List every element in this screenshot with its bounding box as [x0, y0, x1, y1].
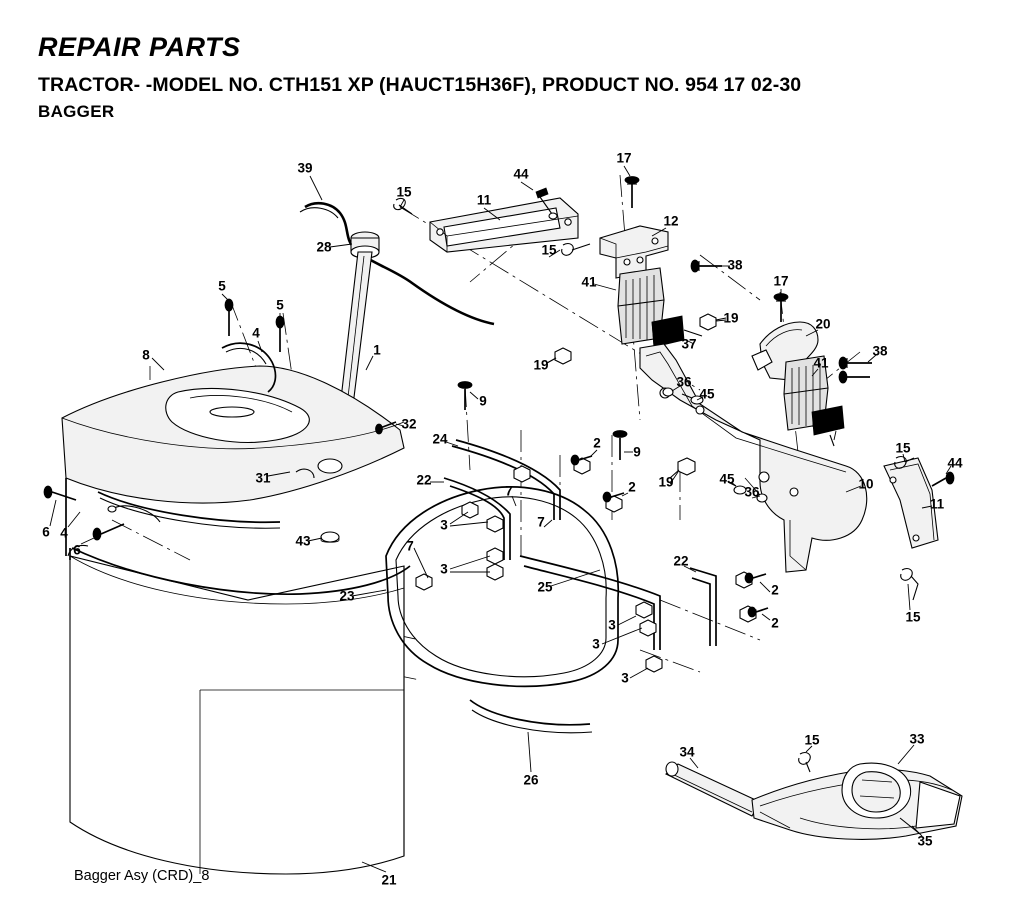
part-6-fastener-a [44, 486, 76, 500]
callout-number-26: 26 [523, 772, 539, 788]
part-15-clip-a [394, 198, 412, 214]
callout-number-19: 19 [723, 310, 739, 326]
callout-number-5: 5 [218, 278, 226, 294]
callout-number-3: 3 [621, 670, 629, 686]
callout-number-2: 2 [593, 435, 601, 451]
fastener-cluster-wireframes [416, 458, 756, 672]
callout-number-15: 15 [905, 609, 921, 625]
part-19-nut-b [547, 348, 571, 364]
callout-number-20: 20 [815, 316, 831, 332]
callout-number-31: 31 [255, 470, 271, 486]
part-6-fastener-b [93, 524, 124, 540]
callout-number-9: 9 [479, 393, 487, 409]
part-38-bolt-a [691, 260, 722, 272]
callout-number-44: 44 [947, 455, 963, 471]
part-5-bolt-a [225, 299, 233, 336]
part-19-nut-c [670, 458, 695, 478]
part-33-mount-assembly [752, 763, 962, 839]
callout-number-7: 7 [537, 514, 545, 530]
callout-number-9: 9 [633, 444, 641, 460]
callout-number-21: 21 [381, 872, 397, 888]
callout-number-45: 45 [699, 386, 715, 402]
callout-number-5: 5 [276, 297, 284, 313]
callout-number-2: 2 [771, 615, 779, 631]
callout-number-7: 7 [406, 538, 414, 554]
callout-number-37: 37 [681, 336, 697, 352]
part-15-clip-b [562, 244, 590, 256]
part-44-bolt-right [932, 472, 954, 486]
part-38-bolt-b [839, 357, 872, 369]
part-26-wire-frame [470, 700, 592, 733]
callout-number-43: 43 [295, 533, 311, 549]
callout-number-8: 8 [142, 347, 150, 363]
callout-number-19: 19 [658, 474, 674, 490]
callout-number-28: 28 [316, 239, 332, 255]
section-title: BAGGER [38, 102, 115, 121]
part-9-bolt-b [613, 431, 627, 461]
callout-number-38: 38 [872, 343, 888, 359]
part-36-washer-a [663, 388, 673, 396]
callout-number-3: 3 [608, 617, 616, 633]
callout-number-41: 41 [813, 355, 829, 371]
callout-number-37: 37 [828, 417, 844, 433]
callout-number-22: 22 [416, 472, 432, 488]
callout-number-15: 15 [804, 732, 820, 748]
part-17-bolt-b [774, 294, 788, 323]
callout-number-2: 2 [771, 582, 779, 598]
figure-caption: Bagger Asy (CRD)_8 [74, 868, 210, 884]
part-15-clip-d [901, 569, 918, 600]
callout-number-4: 4 [252, 325, 260, 341]
part-24-wire-frame [444, 440, 560, 560]
callout-number-3: 3 [592, 636, 600, 652]
callout-number-41: 41 [581, 274, 597, 290]
part-4-washer-left [108, 506, 160, 522]
callout-number-7: 7 [505, 483, 513, 499]
callout-number-10: 10 [858, 476, 874, 492]
part-15-clip-e [799, 753, 811, 772]
part-43-cap [321, 532, 339, 542]
callout-number-24: 24 [432, 431, 448, 447]
callout-number-11: 11 [476, 192, 492, 208]
callout-number-44: 44 [513, 166, 529, 182]
part-10-right-arm [640, 344, 867, 572]
part-38-bolt-c [839, 371, 870, 383]
callout-number-22: 22 [673, 553, 689, 569]
callout-number-35: 35 [917, 833, 933, 849]
callout-number-32: 32 [401, 416, 417, 432]
callout-number-36: 36 [744, 484, 760, 500]
callout-number-3: 3 [440, 561, 448, 577]
callout-number-12: 12 [663, 213, 679, 229]
callout-number-15: 15 [396, 184, 412, 200]
page-title: REPAIR PARTS [38, 32, 241, 62]
callout-number-45: 45 [719, 471, 735, 487]
callout-number-15: 15 [541, 242, 557, 258]
callout-number-3: 3 [440, 517, 448, 533]
part-5-bolt-b [276, 316, 284, 352]
callout-number-34: 34 [679, 744, 695, 760]
callout-number-2: 2 [628, 479, 636, 495]
callout-number-36: 36 [676, 374, 692, 390]
model-subtitle: TRACTOR- -MODEL NO. CTH151 XP (HAUCT15H36F), PRODUCT NO. 954 17 02-30 [38, 74, 802, 96]
callout-number-6: 6 [42, 524, 50, 540]
callout-number-1: 1 [373, 342, 381, 358]
callout-number-4: 4 [60, 525, 68, 541]
callout-number-38: 38 [727, 257, 743, 273]
callout-number-19: 19 [533, 357, 549, 373]
part-19-nut-a [700, 314, 726, 330]
callout-number-39: 39 [297, 160, 313, 176]
part-9-bolt-a [458, 382, 472, 411]
part-17-bolt-a [625, 177, 639, 209]
callout-number-25: 25 [537, 579, 553, 595]
callout-number-33: 33 [909, 731, 925, 747]
part-34-handle-tube [666, 762, 760, 816]
callout-number-11: 11 [929, 496, 945, 512]
callout-number-17: 17 [616, 150, 632, 166]
callout-number-17: 17 [773, 273, 789, 289]
callout-number-23: 23 [339, 588, 355, 604]
callout-number-15: 15 [895, 440, 911, 456]
callout-number-6: 6 [73, 542, 81, 558]
